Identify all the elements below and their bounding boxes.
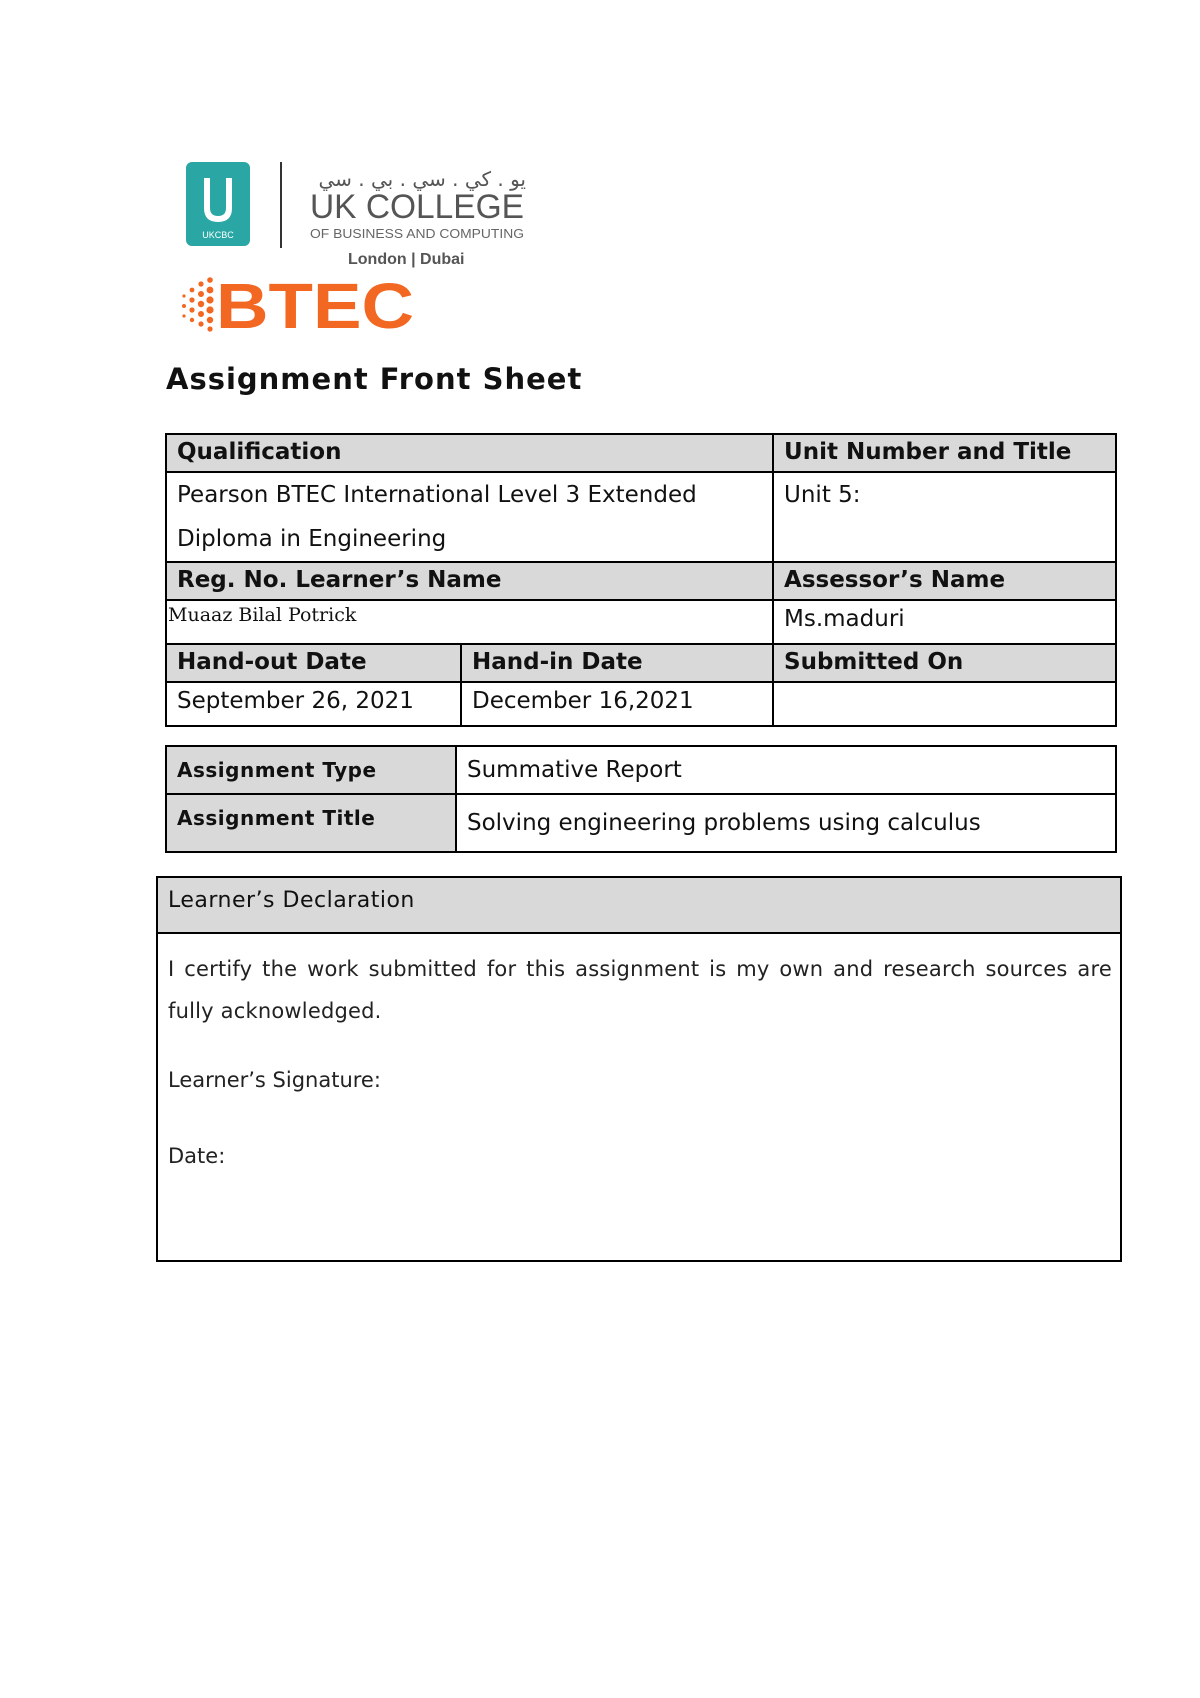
table-row	[166, 746, 1116, 794]
date-label: Date:	[168, 1144, 226, 1168]
table-row	[166, 472, 1116, 562]
logo-college-text: UK COLLEGE	[310, 188, 524, 226]
qualification-label: Qualification	[166, 434, 773, 472]
assignment-type-label: Assignment Type	[166, 746, 456, 794]
btec-logo	[178, 268, 418, 338]
handin-value: December 16,2021	[461, 682, 773, 726]
assignment-title-value: Solving engineering problems using calculus	[456, 794, 1116, 852]
assessor-value: Ms.maduri	[773, 600, 1116, 644]
signature-label: Learner’s Signature:	[168, 1068, 381, 1092]
learner-label: Reg. No. Learner’s Name	[166, 562, 773, 600]
assignment-table	[165, 745, 1117, 853]
unit-value: Unit 5:	[773, 472, 1116, 562]
logo-arabic-text: يو . كي . سي . بي . سي	[318, 167, 526, 191]
declaration-header: Learner’s Declaration	[158, 878, 1120, 934]
btec-text: BTEC	[216, 270, 414, 338]
table-row	[166, 644, 1116, 682]
logo-location-text: London | Dubai	[348, 251, 465, 268]
table-row	[166, 562, 1116, 600]
handout-label: Hand-out Date	[166, 644, 461, 682]
submitted-label: Submitted On	[773, 644, 1116, 682]
logo-subtitle-text: OF BUSINESS AND COMPUTING	[310, 227, 524, 241]
declaration-text: I certify the work submitted for this assignment is my own and research sources are fully acknowledged.	[168, 957, 1112, 1023]
ukcbc-logo	[186, 160, 526, 280]
declaration-body	[158, 934, 1120, 1168]
handin-label: Hand-in Date	[461, 644, 773, 682]
info-table	[165, 433, 1117, 727]
table-row	[166, 794, 1116, 852]
ukcbc-mark-text: UKCBC	[202, 230, 234, 240]
table-row	[166, 600, 1116, 644]
logo-divider	[280, 162, 282, 248]
table-row	[166, 682, 1116, 726]
table-row	[166, 434, 1116, 472]
handout-value: September 26, 2021	[166, 682, 461, 726]
learner-name-value: Muaaz Bilal Potrick	[166, 600, 773, 644]
assignment-type-value: Summative Report	[456, 746, 1116, 794]
assignment-title-label: Assignment Title	[166, 794, 456, 852]
declaration-box	[156, 876, 1122, 1262]
submitted-value	[773, 682, 1116, 726]
btec-dots-icon	[182, 277, 214, 331]
assessor-label: Assessor’s Name	[773, 562, 1116, 600]
unit-label: Unit Number and Title	[773, 434, 1116, 472]
page-title: Assignment Front Sheet	[166, 362, 583, 396]
qualification-value: Pearson BTEC International Level 3 Extended Diploma in Engineering	[166, 472, 773, 562]
